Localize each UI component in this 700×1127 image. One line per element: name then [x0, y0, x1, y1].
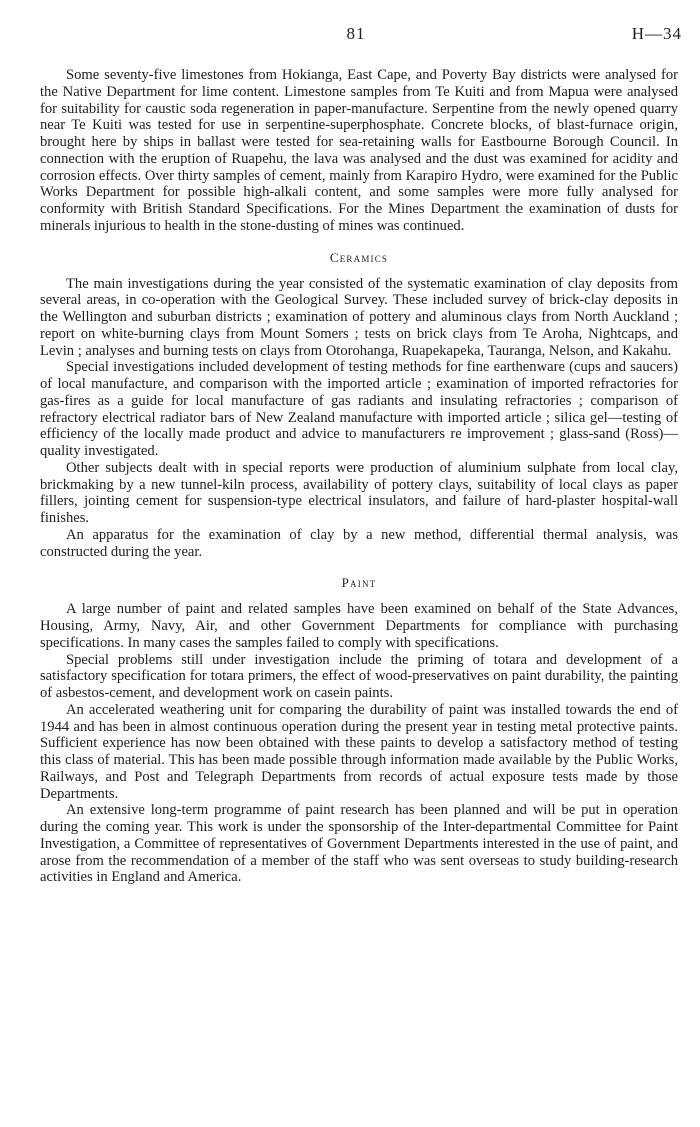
ceramics-paragraph-4: An apparatus for the examination of clay by a new method, differential thermal analysis, was constructed during the year. — [40, 526, 678, 560]
page-header — [30, 24, 682, 48]
paint-paragraph-3: An accelerated weathering unit for comparing the durability of paint was installed towards the end of 1944 and has been in almost continuous operation during the present year in testing metal protective paints. Sufficient experience has now been obtained with these paints to develop a satisfactory method of testing this class of material. This has been made possible through information made available by the Public Works, Railways, and Post and Telegraph Departments from records of actual exposure tests made by those Departments. — [40, 701, 678, 802]
paint-paragraph-4: An extensive long-term programme of paint research has been planned and will be put in operation during the coming year. This work is under the sponsorship of the Inter-departmental Committee for Paint Investigation, a Committee of representatives of Government Departments interested in the use of paint, and arose from the recommendation of a member of the staff who was sent overseas to study building-research activities in England and America. — [40, 802, 678, 886]
paint-paragraph-1: A large number of paint and related samples have been examined on behalf of the State Advances, Housing, Army, Navy, Air, and other Government Departments for compliance with purchasing specifications. In many cases the samples failed to comply with specifications. — [40, 601, 678, 651]
body-text — [40, 67, 678, 886]
document-reference: H—34 — [631, 24, 682, 43]
ceramics-paragraph-1: The main investigations during the year consisted of the systematic examination of clay deposits from several areas, in co-operation with the Geological Survey. These included survey of brick-clay deposits in the Wellington and suburban districts ; examination of pottery and aluminous clays from North Auckland ; report on white-burning clays from Mount Somers ; tests on brick clays from Te Aroha, Nightcaps, and Levin ; analyses and burning tests on clays from Otorohanga, Ruapekapeka, Tauranga, Nelson, and Kakahu. — [40, 275, 678, 359]
ceramics-paragraph-2: Special investigations included development of testing methods for fine earthenware (cups and saucers) of local manufacture, and comparison with the imported article ; examination of imported refractories for gas-fires as a guide for local manufacture of gas radiants and insulating refractories ; comparison of refractory electrical radiator bars of New Zealand manufacture with imported article ; silica gel—testing of efficiency of the locally made product and advice to manufacturers re improvement ; glass-sand (Ross)—quality investigated. — [40, 359, 678, 459]
ceramics-paragraph-3: Other subjects dealt with in special reports were production of aluminium sulphate from local clay, brickmaking by a new tunnel-kiln process, availability of pottery clays, suitability of local clays as paper fillers, jointing cement for suspension-type electrical insulators, and failure of hard-plaster hospital-wall finishes. — [40, 459, 678, 526]
page-number: 81 — [346, 24, 366, 43]
ceramics-heading: Ceramics — [329, 249, 389, 265]
intro-paragraph: Some seventy-five limestones from Hokianga, East Cape, and Poverty Bay districts were analysed for the Native Department for lime content. Limestone samples from Te Kuiti and from Mapua were analysed for suitability for caustic soda regeneration in paper-manufacture. Serpentine from the newly opened quarry near Te Kuiti was tested for use in serpentine-superphosphate. Concrete blocks, of blast-furnace origin, brought here by ships in ballast were tested for sea-retaining walls for Eastbourne Borough Council. In connection with the eruption of Ruapehu, the lava was analysed and the dust was examined for acidity and corrosion effects. Over thirty samples of cement, mainly from Karapiro Hydro, were examined for the Public Works Department for possible high-alkali content, and some samples were more fully analysed for conformity with British Standard Specifications. For the Mines Department the examination of dusts for minerals injurious to health in the stone-dusting of mines was continued. — [40, 67, 678, 234]
paint-paragraph-2: Special problems still under investigation include the priming of totara and development of a satisfactory specification for totara primers, the effect of wood-preservatives on paint durability, the painting of asbestos-cement, and development work on casein paints. — [40, 651, 678, 701]
paint-heading: Paint — [341, 575, 377, 591]
